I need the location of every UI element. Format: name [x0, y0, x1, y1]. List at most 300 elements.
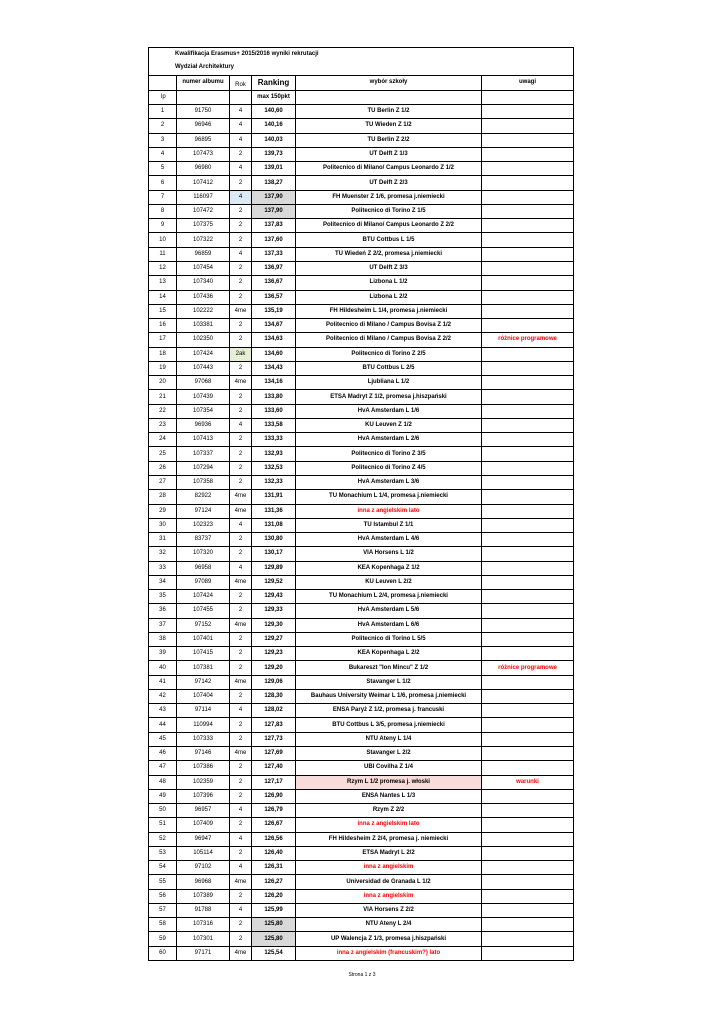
table-row [149, 547, 574, 561]
row-school: Politecnico di Torino Z 2/5 [296, 347, 482, 361]
row-album-number: 107389 [177, 889, 230, 903]
row-school: VIA Horsens L 1/2 [296, 547, 482, 561]
row-note [482, 418, 574, 432]
row-lp: 40 [149, 661, 177, 675]
header-lp: lp [149, 90, 177, 104]
row-year: 2 [230, 319, 252, 333]
row-score: 125,54 [252, 946, 296, 960]
row-school: BTU Cottbus L 2/5 [296, 361, 482, 375]
row-school: BTU Cottbus L 1/5 [296, 233, 482, 247]
row-note [482, 176, 574, 190]
row-score: 127,40 [252, 761, 296, 775]
row-score: 133,58 [252, 418, 296, 432]
row-score: 126,56 [252, 832, 296, 846]
row-year: 2 [230, 447, 252, 461]
row-school: UBI Covilha Z 1/4 [296, 761, 482, 775]
row-year: 4 [230, 561, 252, 575]
row-album-number: 96895 [177, 133, 230, 147]
row-year: 4 [230, 418, 252, 432]
row-lp: 41 [149, 675, 177, 689]
row-school: NTU Ateny L 2/4 [296, 918, 482, 932]
row-note [482, 433, 574, 447]
row-score: 129,30 [252, 618, 296, 632]
row-lp: 27 [149, 475, 177, 489]
row-note [482, 247, 574, 261]
row-album-number: 107424 [177, 590, 230, 604]
row-note [482, 632, 574, 646]
table-row [149, 903, 574, 917]
table-row [149, 504, 574, 518]
subheader-empty-cell [230, 90, 252, 104]
row-year: 4 [230, 861, 252, 875]
row-score: 134,16 [252, 376, 296, 390]
row-year: 2 [230, 390, 252, 404]
row-album-number: 96859 [177, 247, 230, 261]
row-score: 126,40 [252, 846, 296, 860]
row-school: inna z angielskim lato [296, 818, 482, 832]
row-school: HvA Amsterdam L 1/6 [296, 404, 482, 418]
row-year: 4 [230, 903, 252, 917]
row-note [482, 504, 574, 518]
row-score: 128,30 [252, 689, 296, 703]
sheet-title: Kwalifikacja Erasmus+ 2015/2016 wyniki rekrutacji [149, 48, 574, 62]
row-score: 136,97 [252, 261, 296, 275]
row-note [482, 647, 574, 661]
row-album-number: 103381 [177, 319, 230, 333]
row-year: 4me [230, 304, 252, 318]
row-year: 2 [230, 632, 252, 646]
row-lp: 10 [149, 233, 177, 247]
row-year: 2 [230, 732, 252, 746]
row-score: 126,79 [252, 804, 296, 818]
row-year: 2 [230, 846, 252, 860]
table-row [149, 590, 574, 604]
row-note [482, 604, 574, 618]
row-lp: 12 [149, 261, 177, 275]
row-album-number: 107473 [177, 147, 230, 161]
row-album-number: 107454 [177, 261, 230, 275]
row-album-number: 97102 [177, 861, 230, 875]
title-row [149, 48, 574, 62]
row-year: 4 [230, 247, 252, 261]
row-school: TU Wiedeń Z 2/2, promesa j.niemiecki [296, 247, 482, 261]
table-row [149, 147, 574, 161]
row-album-number: 116097 [177, 190, 230, 204]
row-school: Politecnico di Milano/ Campus Leonardo Z 1/2 [296, 162, 482, 176]
row-album-number: 97124 [177, 504, 230, 518]
row-lp: 30 [149, 518, 177, 532]
row-album-number: 91750 [177, 105, 230, 119]
header-album: numer albumu [177, 75, 230, 90]
table-row [149, 304, 574, 318]
table-row [149, 632, 574, 646]
row-note [482, 590, 574, 604]
row-lp: 11 [149, 247, 177, 261]
row-album-number: 107294 [177, 461, 230, 475]
table-row [149, 418, 574, 432]
row-school: inna z angielskim [296, 889, 482, 903]
row-note [482, 190, 574, 204]
row-lp: 34 [149, 575, 177, 589]
row-score: 129,33 [252, 604, 296, 618]
row-album-number: 91788 [177, 903, 230, 917]
row-score: 126,31 [252, 861, 296, 875]
table-row [149, 290, 574, 304]
row-note [482, 261, 574, 275]
row-lp: 52 [149, 832, 177, 846]
row-year: 4 [230, 518, 252, 532]
row-note [482, 732, 574, 746]
row-album-number: 105114 [177, 846, 230, 860]
row-lp: 22 [149, 404, 177, 418]
row-album-number: 107472 [177, 204, 230, 218]
table-row [149, 747, 574, 761]
row-album-number: 107301 [177, 932, 230, 946]
table-row [149, 247, 574, 261]
row-note [482, 204, 574, 218]
row-year: 2 [230, 433, 252, 447]
row-year: 4 [230, 119, 252, 133]
row-score: 126,20 [252, 889, 296, 903]
row-school: KU Leuven Z 1/2 [296, 418, 482, 432]
row-year: 2ak [230, 347, 252, 361]
row-year: 2 [230, 233, 252, 247]
row-album-number: 107320 [177, 547, 230, 561]
row-note [482, 276, 574, 290]
row-score: 128,02 [252, 704, 296, 718]
row-score: 129,89 [252, 561, 296, 575]
table-row [149, 533, 574, 547]
row-note [482, 918, 574, 932]
row-score: 133,60 [252, 404, 296, 418]
row-lp: 37 [149, 618, 177, 632]
row-school: Universidad de Granada L 1/2 [296, 875, 482, 889]
row-lp: 45 [149, 732, 177, 746]
row-score: 131,36 [252, 504, 296, 518]
row-year: 4 [230, 133, 252, 147]
row-score: 137,90 [252, 204, 296, 218]
row-score: 129,20 [252, 661, 296, 675]
table-row [149, 818, 574, 832]
row-score: 131,91 [252, 490, 296, 504]
row-album-number: 102359 [177, 775, 230, 789]
header-school: wybór szkoły [296, 75, 482, 90]
row-note [482, 490, 574, 504]
table-row [149, 162, 574, 176]
table-row [149, 604, 574, 618]
row-year: 2 [230, 204, 252, 218]
row-school: TU Wieden Z 1/2 [296, 119, 482, 133]
results-table [148, 47, 574, 961]
row-score: 137,83 [252, 219, 296, 233]
row-score: 131,08 [252, 518, 296, 532]
row-album-number: 102222 [177, 304, 230, 318]
row-year: 2 [230, 789, 252, 803]
row-school: Stavanger L 1/2 [296, 675, 482, 689]
row-note [482, 718, 574, 732]
table-row [149, 204, 574, 218]
page-footer: Strona 1 z 3 [348, 972, 376, 978]
row-score: 126,67 [252, 818, 296, 832]
row-score: 127,73 [252, 732, 296, 746]
row-note [482, 105, 574, 119]
row-lp: 29 [149, 504, 177, 518]
row-lp: 14 [149, 290, 177, 304]
row-school: ENSA Paryż Z 1/2, promesa j. francuski [296, 704, 482, 718]
row-score: 129,06 [252, 675, 296, 689]
row-year: 4me [230, 575, 252, 589]
row-lp: 33 [149, 561, 177, 575]
table-row [149, 490, 574, 504]
row-note [482, 889, 574, 903]
row-album-number: 107396 [177, 789, 230, 803]
header-ranking: Ranking [252, 75, 296, 90]
row-school: TU Monachium L 2/4, promesa j.niemiecki [296, 590, 482, 604]
table-row [149, 889, 574, 903]
table-row [149, 376, 574, 390]
row-score: 127,69 [252, 747, 296, 761]
header-rok: Rok [230, 75, 252, 90]
row-album-number: 107424 [177, 347, 230, 361]
header-max-points: max 150pkt [252, 90, 296, 104]
row-school: KEA Kopenhaga L 2/2 [296, 647, 482, 661]
row-year: 2 [230, 176, 252, 190]
row-year: 4 [230, 832, 252, 846]
row-year: 4me [230, 376, 252, 390]
row-score: 134,43 [252, 361, 296, 375]
row-album-number: 107415 [177, 647, 230, 661]
row-album-number: 96936 [177, 418, 230, 432]
table-row [149, 718, 574, 732]
subheader-empty-cell [177, 90, 230, 104]
row-year: 4 [230, 162, 252, 176]
table-row [149, 190, 574, 204]
table-row [149, 875, 574, 889]
row-year: 4 [230, 105, 252, 119]
row-year: 2 [230, 461, 252, 475]
row-school: BTU Cottbus L 3/5, promesa j.niemiecki [296, 718, 482, 732]
table-row [149, 233, 574, 247]
row-note [482, 290, 574, 304]
row-school: inna z angielskim [296, 861, 482, 875]
row-note [482, 533, 574, 547]
row-year: 2 [230, 361, 252, 375]
subheader-row [149, 90, 574, 104]
row-note [482, 475, 574, 489]
row-note [482, 704, 574, 718]
table-row [149, 319, 574, 333]
row-note: różnice programowe [482, 661, 574, 675]
row-school: FH Hildesheim L 1/4, promesa j.niemiecki [296, 304, 482, 318]
row-album-number: 102350 [177, 333, 230, 347]
row-school: UT Delft Z 1/3 [296, 147, 482, 161]
row-school: inna z angielskim (francuskim?) lato [296, 946, 482, 960]
row-year: 2 [230, 475, 252, 489]
row-lp: 6 [149, 176, 177, 190]
row-note [482, 789, 574, 803]
row-album-number: 110994 [177, 718, 230, 732]
row-year: 4me [230, 747, 252, 761]
row-note [482, 361, 574, 375]
row-score: 129,52 [252, 575, 296, 589]
row-lp: 32 [149, 547, 177, 561]
table-row [149, 390, 574, 404]
row-lp: 24 [149, 433, 177, 447]
row-lp: 44 [149, 718, 177, 732]
row-note: różnice programowe [482, 333, 574, 347]
row-year: 2 [230, 761, 252, 775]
row-score: 139,73 [252, 147, 296, 161]
row-score: 129,43 [252, 590, 296, 604]
row-lp: 55 [149, 875, 177, 889]
row-lp: 5 [149, 162, 177, 176]
row-note [482, 846, 574, 860]
row-album-number: 107404 [177, 689, 230, 703]
table-row [149, 846, 574, 860]
row-score: 137,90 [252, 190, 296, 204]
row-album-number: 107455 [177, 604, 230, 618]
header-empty-cell [149, 75, 177, 90]
table-row [149, 176, 574, 190]
row-note [482, 932, 574, 946]
row-year: 2 [230, 718, 252, 732]
row-album-number: 107386 [177, 761, 230, 775]
table-row [149, 461, 574, 475]
row-school: ETSA Madryt L 2/2 [296, 846, 482, 860]
row-album-number: 107409 [177, 818, 230, 832]
row-note [482, 547, 574, 561]
row-lp: 54 [149, 861, 177, 875]
row-score: 125,80 [252, 932, 296, 946]
row-score: 140,03 [252, 133, 296, 147]
row-school: VIA Horsens Z 2/2 [296, 903, 482, 917]
header-notes: uwagi [482, 75, 574, 90]
row-note [482, 304, 574, 318]
subtitle-row [149, 61, 574, 75]
row-school: Lizbona L 1/2 [296, 276, 482, 290]
row-lp: 17 [149, 333, 177, 347]
row-score: 132,53 [252, 461, 296, 475]
row-school: HvA Amsterdam L 3/6 [296, 475, 482, 489]
row-lp: 42 [149, 689, 177, 703]
row-note [482, 575, 574, 589]
row-note [482, 818, 574, 832]
row-score: 133,80 [252, 390, 296, 404]
table-row [149, 618, 574, 632]
row-school: Politecnico di Milano/ Campus Leonardo Z 2/2 [296, 219, 482, 233]
row-school: UT Delft Z 2/3 [296, 176, 482, 190]
table-row [149, 475, 574, 489]
table-row [149, 861, 574, 875]
row-lp: 56 [149, 889, 177, 903]
row-note [482, 447, 574, 461]
row-score: 129,27 [252, 632, 296, 646]
row-year: 4me [230, 618, 252, 632]
table-row [149, 133, 574, 147]
row-lp: 4 [149, 147, 177, 161]
row-note [482, 162, 574, 176]
row-score: 140,16 [252, 119, 296, 133]
row-year: 2 [230, 889, 252, 903]
row-lp: 47 [149, 761, 177, 775]
row-album-number: 107375 [177, 219, 230, 233]
row-lp: 35 [149, 590, 177, 604]
row-year: 2 [230, 918, 252, 932]
row-lp: 15 [149, 304, 177, 318]
table-row [149, 119, 574, 133]
row-album-number: 107436 [177, 290, 230, 304]
row-album-number: 96957 [177, 804, 230, 818]
row-score: 139,01 [252, 162, 296, 176]
row-school: Lizbona L 2/2 [296, 290, 482, 304]
row-score: 135,19 [252, 304, 296, 318]
row-album-number: 107439 [177, 390, 230, 404]
row-album-number: 97089 [177, 575, 230, 589]
row-school: ETSA Madryt Z 1/2, promesa j.hiszpański [296, 390, 482, 404]
table-row [149, 561, 574, 575]
subheader-empty-cell [482, 90, 574, 104]
row-note [482, 404, 574, 418]
row-lp: 1 [149, 105, 177, 119]
row-score: 136,67 [252, 276, 296, 290]
row-album-number: 96947 [177, 832, 230, 846]
table-row [149, 333, 574, 347]
row-school: NTU Ateny L 1/4 [296, 732, 482, 746]
row-lp: 57 [149, 903, 177, 917]
row-score: 138,27 [252, 176, 296, 190]
row-score: 140,60 [252, 105, 296, 119]
row-school: HvA Amsterdam L 6/6 [296, 618, 482, 632]
row-year: 2 [230, 547, 252, 561]
row-school: Bukareszt "Ion Mincu" Z 1/2 [296, 661, 482, 675]
row-album-number: 97146 [177, 747, 230, 761]
row-lp: 59 [149, 932, 177, 946]
row-year: 2 [230, 290, 252, 304]
row-album-number: 97114 [177, 704, 230, 718]
subheader-empty-cell [296, 90, 482, 104]
row-note [482, 747, 574, 761]
row-school: KU Leuven L 2/2 [296, 575, 482, 589]
row-year: 2 [230, 647, 252, 661]
row-score: 127,17 [252, 775, 296, 789]
table-row [149, 689, 574, 703]
row-year: 2 [230, 818, 252, 832]
row-note [482, 119, 574, 133]
row-school: FH Muenster Z 1/6, promesa j.niemiecki [296, 190, 482, 204]
row-lp: 19 [149, 361, 177, 375]
row-lp: 25 [149, 447, 177, 461]
row-lp: 48 [149, 775, 177, 789]
row-school: TU Berlin Z 1/2 [296, 105, 482, 119]
row-lp: 23 [149, 418, 177, 432]
row-album-number: 96980 [177, 162, 230, 176]
row-lp: 8 [149, 204, 177, 218]
row-year: 4me [230, 946, 252, 960]
row-album-number: 96946 [177, 119, 230, 133]
row-album-number: 107333 [177, 732, 230, 746]
row-note [482, 861, 574, 875]
row-year: 4me [230, 504, 252, 518]
row-school: Politecnico di Torino L 5/5 [296, 632, 482, 646]
row-school: UP Walencja Z 1/3, promesa j.hiszpański [296, 932, 482, 946]
row-note [482, 675, 574, 689]
row-score: 137,60 [252, 233, 296, 247]
row-school: Politecnico di Milano / Campus Bovisa Z 2/2 [296, 333, 482, 347]
row-lp: 7 [149, 190, 177, 204]
row-year: 4 [230, 190, 252, 204]
row-school: Ljubliana L 1/2 [296, 376, 482, 390]
row-lp: 53 [149, 846, 177, 860]
